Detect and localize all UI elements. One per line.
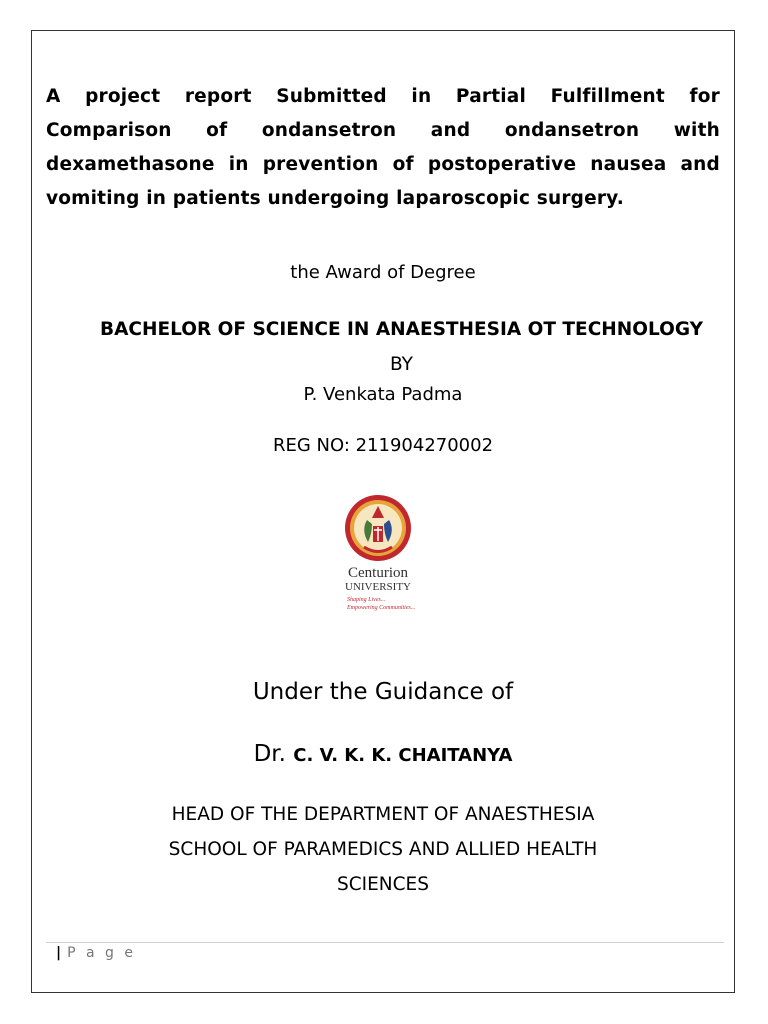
- logo-subtitle: UNIVERSITY: [345, 581, 411, 593]
- logo-tagline-2: Empowering Communities...: [347, 605, 416, 611]
- university-seal-icon: [345, 495, 411, 561]
- registration-number: REG NO: 211904270002: [272, 435, 494, 456]
- degree-name: BACHELOR OF SCIENCE IN ANAESTHESIA OT TECHNOLOGY: [100, 319, 703, 340]
- department-line-2: SCHOOL OF PARAMEDICS AND ALLIED HEALTH: [168, 839, 598, 860]
- degree-by: BY: [390, 354, 413, 375]
- department-block: [31, 797, 735, 902]
- degree-title: [100, 312, 703, 382]
- guidance-label: Under the Guidance of: [252, 679, 514, 705]
- footer-page-label: P a g e: [67, 945, 136, 961]
- guide-prefix: Dr.: [253, 741, 286, 767]
- logo-tagline-1: Shaping Lives...: [347, 597, 386, 603]
- project-intro: A project report Submitted in Partial Fulfillment for Comparison of ondansetron and ondansetron with dexamethasone in prevention of postoperative nausea and vomiting in patients undergoing laparoscopic surgery.: [46, 86, 720, 209]
- footer-divider: [46, 942, 724, 943]
- student-name: P. Venkata Padma: [303, 384, 463, 405]
- logo-name: Centurion: [348, 565, 408, 581]
- page-footer: [56, 945, 136, 961]
- footer-bar: |: [56, 945, 62, 961]
- centurion-university-logo: [339, 490, 417, 615]
- award-text: the Award of Degree: [290, 262, 476, 283]
- department-line-3: SCIENCES: [337, 874, 429, 895]
- guide-full-name: C. V. K. K. CHAITANYA: [293, 745, 513, 766]
- guide-name: [31, 741, 735, 767]
- department-line-1: HEAD OF THE DEPARTMENT OF ANAESTHESIA: [171, 804, 595, 825]
